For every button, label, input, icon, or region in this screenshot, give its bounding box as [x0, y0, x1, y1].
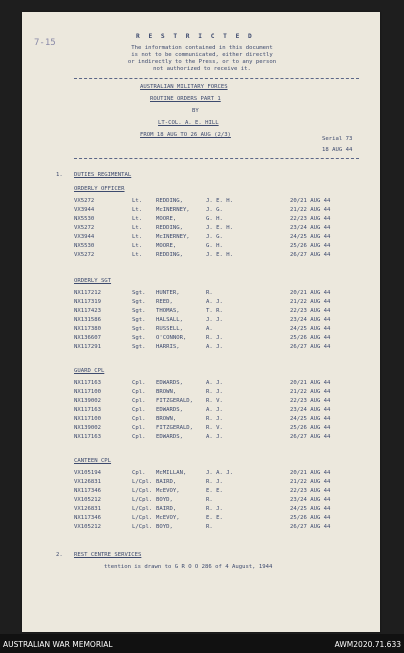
rank: L/Cpl.	[132, 479, 153, 485]
initials: G. H.	[206, 243, 223, 249]
service-number: VX105212	[74, 524, 101, 530]
duty-dates: 25/26 AUG 44	[290, 335, 331, 341]
rank: Cpl.	[132, 389, 146, 395]
title-line: ROUTINE ORDERS PART 1	[150, 96, 221, 102]
service-number: VX5272	[74, 252, 95, 258]
initials: R. J.	[206, 335, 223, 341]
rank: L/Cpl.	[132, 506, 153, 512]
duty-dates: 26/27 AUG 44	[290, 524, 331, 530]
divider	[74, 158, 359, 159]
archive-footer	[0, 634, 404, 653]
initials: J. J.	[206, 317, 223, 323]
section-number: 2.	[56, 552, 63, 558]
duty-dates: 25/26 AUG 44	[290, 243, 331, 249]
surname: BOYD,	[156, 524, 173, 530]
duty-dates: 23/24 AUG 44	[290, 225, 331, 231]
rank: Cpl.	[132, 416, 146, 422]
service-number: NX117100	[74, 389, 101, 395]
rank: Sgt.	[132, 290, 146, 296]
initials: J. G.	[206, 234, 223, 240]
surname: McINERNEY,	[156, 207, 190, 213]
service-number: NX117291	[74, 344, 101, 350]
margin-note: 7-15	[34, 38, 56, 48]
service-number: NX117163	[74, 380, 101, 386]
initials: R. V.	[206, 398, 223, 404]
service-number: NX117346	[74, 488, 101, 494]
duty-dates: 22/23 AUG 44	[290, 488, 331, 494]
service-number: NX131586	[74, 317, 101, 323]
duty-dates: 24/25 AUG 44	[290, 416, 331, 422]
roster-group-title: ORDERLY OFFICER	[74, 186, 125, 192]
service-number: NX117346	[74, 515, 101, 521]
service-number: NX136607	[74, 335, 101, 341]
surname: REED,	[156, 299, 173, 305]
surname: McMILLAN,	[156, 470, 187, 476]
rank: Cpl.	[132, 425, 146, 431]
surname: THOMAS,	[156, 308, 180, 314]
rank: Sgt.	[132, 335, 146, 341]
service-number: NX5530	[74, 216, 95, 222]
warning-line: is not to be communicated, either directly	[131, 52, 273, 58]
service-number: VX105194	[74, 470, 101, 476]
initials: G. H.	[206, 216, 223, 222]
surname: FITZGERALD,	[156, 398, 194, 404]
service-number: VX3944	[74, 207, 95, 213]
duty-dates: 25/26 AUG 44	[290, 425, 331, 431]
rank: Cpl.	[132, 407, 146, 413]
surname: EDWARDS,	[156, 407, 183, 413]
roster-group-title: CANTEEN CPL	[74, 458, 112, 464]
surname: RUSSELL,	[156, 326, 183, 332]
surname: HALSALL,	[156, 317, 183, 323]
service-number: VX126831	[74, 506, 101, 512]
duty-dates: 22/23 AUG 44	[290, 398, 331, 404]
surname: EDWARDS,	[156, 380, 183, 386]
duty-dates: 24/25 AUG 44	[290, 326, 331, 332]
initials: R. J.	[206, 479, 223, 485]
initials: J. E. H.	[206, 252, 233, 258]
duty-dates: 24/25 AUG 44	[290, 506, 331, 512]
service-number: NX117319	[74, 299, 101, 305]
initials: R. J.	[206, 416, 223, 422]
footer-institution: AUSTRALIAN WAR MEMORIAL	[3, 640, 113, 649]
rank: Sgt.	[132, 308, 146, 314]
surname: BAIRD,	[156, 506, 177, 512]
service-number: NX139002	[74, 425, 101, 431]
title-line: FROM 18 AUG TO 26 AUG (2/3)	[140, 132, 231, 138]
rank: Sgt.	[132, 317, 146, 323]
service-number: VX5272	[74, 225, 95, 231]
duty-dates: 20/21 AUG 44	[290, 380, 331, 386]
warning-line: The information contained in this document	[131, 45, 273, 51]
duty-dates: 21/22 AUG 44	[290, 479, 331, 485]
surname: REDDING,	[156, 225, 183, 231]
rank: L/Cpl.	[132, 515, 153, 521]
surname: HUNTER,	[156, 290, 180, 296]
footer-catalogue-number: AWM2020.71.633	[334, 640, 401, 649]
surname: BROWN,	[156, 416, 177, 422]
duty-dates: 25/26 AUG 44	[290, 515, 331, 521]
surname: FITZGERALD,	[156, 425, 194, 431]
rank: Cpl.	[132, 434, 146, 440]
duty-dates: 26/27 AUG 44	[290, 344, 331, 350]
initials: R.	[206, 497, 213, 503]
initials: J. G.	[206, 207, 223, 213]
rank: Lt.	[132, 198, 143, 204]
surname: McINERNEY,	[156, 234, 190, 240]
initials: J. E. H.	[206, 198, 233, 204]
surname: MOORE,	[156, 216, 177, 222]
rank: Sgt.	[132, 326, 146, 332]
service-number: VX126831	[74, 479, 101, 485]
title-line: LT-COL. A. E. HILL	[158, 120, 219, 126]
duty-dates: 23/24 AUG 44	[290, 317, 331, 323]
rank: Cpl.	[132, 398, 146, 404]
initials: E. E.	[206, 488, 223, 494]
surname: BAIRD,	[156, 479, 177, 485]
rank: Cpl.	[132, 380, 146, 386]
rank: Lt.	[132, 243, 143, 249]
initials: R. V.	[206, 425, 223, 431]
divider	[74, 78, 359, 79]
initials: A. J.	[206, 380, 223, 386]
service-number: VX105212	[74, 497, 101, 503]
service-number: NX117423	[74, 308, 101, 314]
classification-heading: R E S T R I C T E D	[136, 33, 255, 40]
duty-dates: 23/24 AUG 44	[290, 497, 331, 503]
warning-line: not authorized to receive it.	[153, 66, 251, 72]
initials: R.	[206, 524, 213, 530]
duty-dates: 20/21 AUG 44	[290, 198, 331, 204]
initials: R.	[206, 290, 213, 296]
duty-dates: 21/22 AUG 44	[290, 299, 331, 305]
section-title: REST CENTRE SERVICES	[74, 552, 142, 558]
service-number: NX139002	[74, 398, 101, 404]
rank: Sgt.	[132, 299, 146, 305]
warning-line: or indirectly to the Press, or to any person	[127, 59, 277, 65]
rank: L/Cpl.	[132, 524, 153, 530]
surname: REDDING,	[156, 198, 183, 204]
service-number: NX117100	[74, 416, 101, 422]
title-line: BY	[192, 108, 199, 114]
initials: A. J.	[206, 344, 223, 350]
service-number: NX117163	[74, 407, 101, 413]
duty-dates: 24/25 AUG 44	[290, 234, 331, 240]
initials: J. A. J.	[206, 470, 233, 476]
service-number: VX5272	[74, 198, 95, 204]
surname: BROWN,	[156, 389, 177, 395]
document-page	[22, 12, 380, 632]
duty-dates: 20/21 AUG 44	[290, 470, 331, 476]
initials: A. J.	[206, 407, 223, 413]
rank: Sgt.	[132, 344, 146, 350]
initials: E. E.	[206, 515, 223, 521]
service-number: VX3944	[74, 234, 95, 240]
issue-date: 18 AUG 44	[322, 147, 353, 153]
duty-dates: 23/24 AUG 44	[290, 407, 331, 413]
surname: HARRIS,	[156, 344, 180, 350]
rank: Lt.	[132, 225, 143, 231]
initials: T. R.	[206, 308, 223, 314]
surname: McEVOY,	[156, 515, 180, 521]
duty-dates: 26/27 AUG 44	[290, 434, 331, 440]
initials: R. J.	[206, 506, 223, 512]
duty-dates: 21/22 AUG 44	[290, 389, 331, 395]
surname: EDWARDS,	[156, 434, 183, 440]
serial-number: Serial 73	[322, 136, 353, 142]
rank: L/Cpl.	[132, 488, 153, 494]
surname: McEVOY,	[156, 488, 180, 494]
rank: Lt.	[132, 207, 143, 213]
service-number: NX117163	[74, 434, 101, 440]
initials: J. E. H.	[206, 225, 233, 231]
initials: A.	[206, 326, 213, 332]
initials: A. J.	[206, 434, 223, 440]
rank: Lt.	[132, 252, 143, 258]
roster-group-title: ORDERLY SGT	[74, 278, 112, 284]
surname: MOORE,	[156, 243, 177, 249]
title-line: AUSTRALIAN MILITARY FORCES	[140, 84, 228, 90]
surname: REDDING,	[156, 252, 183, 258]
roster-group-title: GUARD CPL	[74, 368, 105, 374]
duty-dates: 26/27 AUG 44	[290, 252, 331, 258]
rank: Lt.	[132, 216, 143, 222]
service-number: NX117380	[74, 326, 101, 332]
service-number: NX117212	[74, 290, 101, 296]
section-text: ttention is drawn to G R O O 286 of 4 August, 1944	[104, 564, 273, 570]
section-title: DUTIES REGIMENTAL	[74, 172, 132, 178]
surname: O'CONNOR,	[156, 335, 187, 341]
surname: BOYD,	[156, 497, 173, 503]
duty-dates: 22/23 AUG 44	[290, 216, 331, 222]
service-number: NX5530	[74, 243, 95, 249]
duty-dates: 21/22 AUG 44	[290, 207, 331, 213]
duty-dates: 20/21 AUG 44	[290, 290, 331, 296]
initials: A. J.	[206, 299, 223, 305]
rank: Cpl.	[132, 470, 146, 476]
rank: L/Cpl.	[132, 497, 153, 503]
rank: Lt.	[132, 234, 143, 240]
duty-dates: 22/23 AUG 44	[290, 308, 331, 314]
section-number: 1.	[56, 172, 63, 178]
initials: R. J.	[206, 389, 223, 395]
